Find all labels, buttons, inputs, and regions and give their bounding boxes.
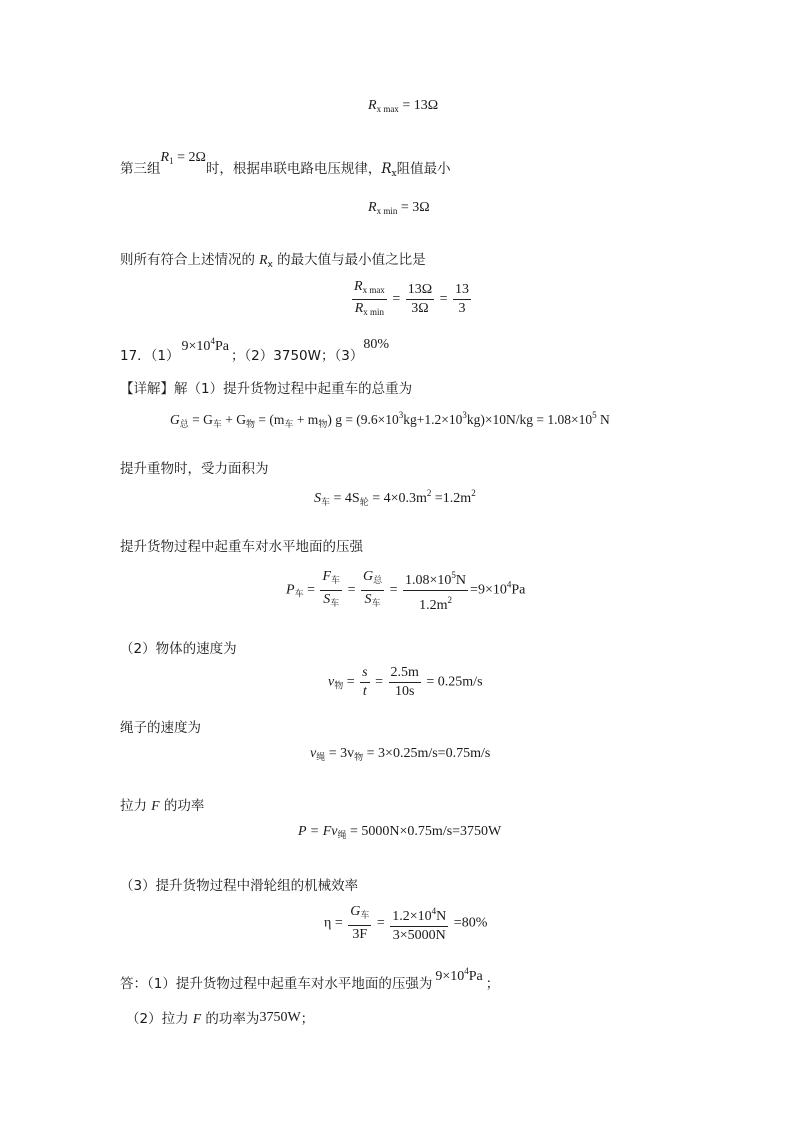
frac-den: 3×5000N [392,928,446,943]
frac-num-val: 1.2×10 [392,909,432,924]
frac-den: 3Ω [411,301,429,316]
answer-2-text-b: 的功率为 [201,1011,260,1027]
ratio-intro-a: 则所有符合上述情况的 [120,252,260,268]
frac-den-sub: 车 [371,599,381,609]
frac-den: 3F [352,927,368,942]
text-answer-1 [120,966,500,994]
eq-part: = 3×0.25m/s=0.75m/s [363,746,491,761]
math-symbol: R [160,150,170,165]
eq-sub: 车 [321,498,331,508]
frac-den: t [362,684,367,699]
eq-sub: 车 [284,420,294,430]
text-rope [120,719,201,737]
eq-sub: 物 [246,420,256,430]
text-speed [120,640,237,658]
eq-sub: 绳 [316,753,326,763]
eq-exp: 2 [471,488,476,498]
answer-2-value: 3750W [259,1010,301,1025]
eq-subscript: x min [376,206,398,216]
efficiency-text: （3）提升货物过程中滑轮组的机械效率 [120,878,359,894]
a1-value: 9×10 [181,339,211,354]
eq-exp: 5 [592,410,597,420]
detail-tag: 【详解】 [120,381,174,397]
frac-den-symbol: R [354,301,364,316]
eq-part: = 4S [330,491,360,506]
answer-17-a1 [181,336,229,354]
frac-ohm [406,281,434,318]
frac-num-sub: 车 [360,911,370,921]
eq-sub: 车 [212,420,222,430]
answer-unit: Pa [468,969,483,984]
eq-result: =9×10 [470,582,507,598]
eq-exp: 2 [426,488,432,498]
frac-values [390,902,448,945]
area-text: 提升重物时，受力面积为 [120,461,269,477]
eq-sub: 轮 [359,498,369,508]
eq-part: + G [221,412,247,427]
frac-num-sub: x max [362,285,385,295]
text-efficiency [120,877,358,895]
frac-f-s [320,568,342,613]
a3-value: 80% [363,337,389,352]
equation-rx-min [368,200,430,216]
frac-den: 3 [458,301,466,316]
frac-num: 13 [453,281,471,300]
a1-unit: Pa [214,339,229,354]
text-pressure [120,538,363,556]
frac-num: s [362,665,368,680]
frac-num-unit: N [455,573,467,588]
text-detail-1 [120,380,412,398]
eq-part: kg)×10N/kg = 1.08×10 [466,412,593,427]
eq-sub: 物 [318,420,328,430]
equation-ratio: $\frac{R_{x max}}{R_{x min}}$ = $\frac{13\Omega}{3\Omega}$ = $\frac{13}{3}$ [350,278,473,321]
power-text-a: 拉力 [120,798,152,814]
answer-exp: 4 [464,966,469,976]
eq-result-exp: 4 [506,579,512,590]
eq-sub: 物 [354,753,364,763]
eq-result: =80% [450,915,488,931]
answer-end: ； [485,976,500,992]
detail-text: 解（1）提升货物过程中起重车的总重为 [174,381,413,397]
group3-prefix: 第三组 [120,161,161,177]
eq-value: = 13Ω [402,98,439,113]
eq-subscript: x max [376,104,399,114]
eq-symbol: S [314,491,321,506]
a1-exp: 4 [210,336,215,346]
frac-den-sub: x min [363,307,385,317]
eq-symbol: R [368,200,377,215]
frac-num: 2.5m [389,664,421,683]
frac-g-3f [348,903,371,944]
eq-symbol: G [170,412,180,427]
eq-symbol: v [310,746,317,761]
frac-den: 10s [394,684,415,699]
frac-values [389,664,421,701]
equation-rope [310,746,490,763]
eq-exp: 3 [398,410,404,420]
force-symbol: F [151,798,160,813]
rx-symbol: R [381,161,392,177]
equation-pressure: $P_车$ = $\frac{F_车}{S_车}$ = $\frac{G_总}{S_车}$ = $\frac{1.08\times 10^5N}{1.2m^2}$ $=9\times 10^4Pa$ [286,566,525,615]
group3-suffix: 时，根据串联电路电压规律， [205,161,382,177]
rx-symbol: R [259,252,268,267]
frac-num: 13Ω [406,281,434,300]
force-symbol: F [192,1011,202,1026]
power-text-b: 的功率 [159,798,205,814]
text-area [120,460,269,478]
text-power [120,797,204,815]
eq-part: kg+1.2×10 [403,412,463,427]
eq-part: = 5000N×0.75m/s=3750W [346,824,502,839]
answer-17 [120,336,389,366]
frac-den-symbol: S [364,592,372,607]
frac-num-exp: 5 [451,570,456,580]
text-answer-2 [126,1010,314,1029]
frac-den-sub: 车 [330,599,340,609]
frac-num-symbol: G [362,569,374,584]
rope-text: 绳子的速度为 [120,720,201,736]
math-subscript: 1 [169,156,174,166]
equation-weight [170,410,610,430]
equation-speed: $v_物$ = $\frac{s}{t}$ = $\frac{2.5m}{10s}$ = 0.25m/s [328,665,483,699]
eq-part: = (m [255,412,285,427]
eq-result-unit: Pa [511,582,526,598]
answer-17-sep: ；（2）3750W；（3） [230,348,364,364]
eq-part: N [596,412,610,427]
frac-num-symbol: F [322,569,332,584]
eq-part: = 3v [325,746,355,761]
eq-part: ) g = (9.6×10 [327,412,399,427]
frac-num-unit: N [436,909,447,924]
eq-sub: 物 [334,681,344,692]
math-value: = 2Ω [177,150,206,165]
eq-sub: 总 [179,420,189,430]
group3-math [161,149,206,170]
eq-part: + m [293,412,319,427]
eq-lhs: η = [324,915,347,931]
eq-result: = 0.25m/s [422,674,483,690]
eq-exp: 3 [462,410,467,420]
answer-2-end: ； [300,1011,315,1027]
frac-num-exp: 4 [431,906,437,916]
eq-sub: 车 [294,589,304,600]
eq-symbol: v [328,674,335,690]
frac-den-exp: 2 [447,595,452,605]
answer-1-text: 答：（1）提升货物过程中起重车对水平地面的压强为 [120,976,433,992]
eq-value: = 3Ω [400,200,430,215]
frac-rx [352,278,387,321]
speed-text: （2）物体的速度为 [120,641,237,657]
equation-efficiency: η = $\frac{G_车}{3F}$ = $\frac{1.2\times 10^4N}{3\times 5000N}$ =80% [324,904,488,943]
eq-symbol: R [368,98,377,113]
frac-g-s [361,568,384,613]
eq-part: = G [188,412,213,427]
eq-part: =1.2m [431,491,472,506]
group3-rest: 阻值最小 [396,161,451,177]
rx-subscript: x [267,260,273,270]
answer-2-text-a: （2）拉力 [126,1011,193,1027]
frac-den-symbol: S [323,592,331,607]
frac-s-t [360,664,369,701]
frac-ratio [453,281,471,318]
equation-area [314,488,476,508]
frac-num-sub: 车 [331,576,341,586]
pressure-text: 提升货物过程中起重车对水平地面的压强 [120,539,363,555]
text-ratio-intro [120,251,426,274]
equation-rx-max [368,98,438,114]
eq-sub: 绳 [337,831,347,841]
answer-1-value [435,966,483,984]
frac-den-val: 1.2m [419,598,448,613]
ratio-intro-b: 的最大值与最小值之比是 [272,252,426,268]
rx-subscript: x [391,169,397,179]
frac-num-symbol: G [350,904,361,919]
equation-power [298,824,501,841]
eq-part: = 4×0.3m [368,491,427,506]
frac-num-sub: 总 [373,576,383,586]
answer-17-num: 17．（1） [120,348,180,364]
frac-num-symbol: R [354,279,363,294]
frac-values [403,566,468,615]
answer-val: 9×10 [435,969,465,984]
eq-part: P = Fv [298,824,338,839]
frac-num-val: 1.08×10 [405,573,452,588]
eq-symbol: P [286,582,295,598]
